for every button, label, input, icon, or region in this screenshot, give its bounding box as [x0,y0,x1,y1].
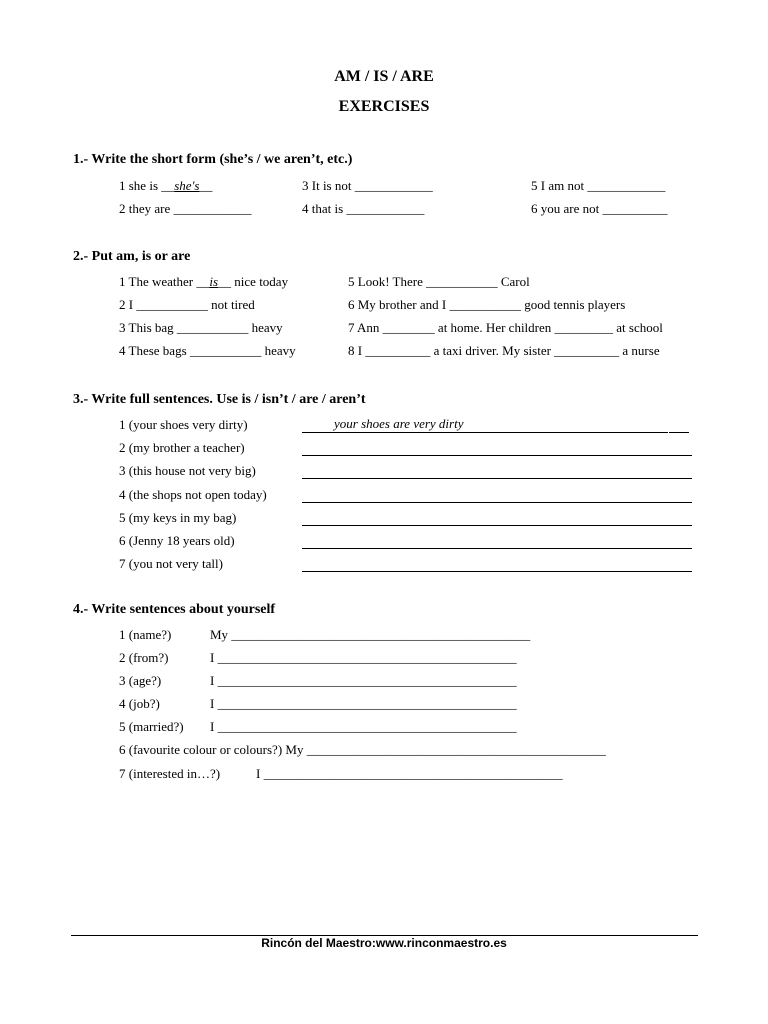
exercise-4-answer-5[interactable]: I ______________________________________________ [210,719,517,734]
exercise-4-prompt-4: 4 (job?) [119,696,160,711]
exercise-4-answer-3[interactable]: I ______________________________________________ [210,673,517,688]
answer-line-6[interactable] [302,533,692,549]
answer-line-5[interactable] [302,510,692,526]
answer-line-7[interactable] [302,556,692,572]
exercise-2-item-1 [119,274,288,290]
exercise-4-answer-7[interactable]: I ______________________________________________ [256,766,563,781]
worksheet-subtitle: EXERCISES [338,98,430,115]
exercise-4-answer-1[interactable]: My ______________________________________________ [210,627,531,642]
answer-line-1-tail [669,417,689,433]
item-pre: 1 The weather __ [119,274,210,289]
exercise-4-prompt-7: 7 (interested in…?) [119,766,221,781]
exercise-1-item-2: 2 they are ____________ [119,201,252,216]
exercise-3-prompt-5: 5 (my keys in my bag) [119,510,237,525]
exercise-3-prompt-1: 1 (your shoes very dirty) [119,417,248,432]
exercise-2-item-2: 2 I ___________ not tired [119,297,255,312]
exercise-4-item-6[interactable]: 6 (favourite colour or colours?) My ______________________________________________ [119,742,606,757]
exercise-1-item-5: 5 I am not ____________ [531,178,666,193]
footer-credit: Rincón del Maestro:www.rinconmaestro.es [261,936,507,950]
exercise-3-prompt-6: 6 (Jenny 18 years old) [119,533,235,548]
exercise-2-item-8: 8 I __________ a taxi driver. My sister __________ a nurse [348,343,660,358]
exercise-1-item-6: 6 you are not __________ [531,201,668,216]
exercise-1-item-4: 4 that is ____________ [302,201,425,216]
answer-line-4[interactable] [302,487,692,503]
answer-line-2[interactable] [302,440,692,456]
exercise-2-item-6: 6 My brother and I ___________ good tennis players [348,297,626,312]
exercise-3-prompt-3: 3 (this house not very big) [119,463,256,478]
section-3-heading: 3.- Write full sentences. Use is / isn’t / are / aren’t [73,392,366,407]
handwritten-answer: she's [174,178,200,193]
exercise-4-answer-2[interactable]: I ______________________________________________ [210,650,517,665]
exercise-2-item-3: 3 This bag ___________ heavy [119,320,283,335]
handwritten-answer: your shoes are very dirty [334,416,464,431]
exercise-4-prompt-5: 5 (married?) [119,719,184,734]
answer-line-3[interactable] [302,463,692,479]
exercise-2-item-5: 5 Look! There ___________ Carol [348,274,530,289]
section-4-heading: 4.- Write sentences about yourself [73,602,276,617]
exercise-2-item-7: 7 Ann ________ at home. Her children _________ at school [348,320,663,335]
worksheet-title: AM / IS / ARE [334,68,434,85]
item-tail: __ [199,178,213,193]
item-post: __ nice today [218,274,289,289]
section-1-heading: 1.- Write the short form (she’s / we aren’t, etc.) [73,152,353,167]
exercise-4-answer-4[interactable]: I ______________________________________________ [210,696,517,711]
exercise-1-item-1 [119,178,212,194]
section-2-heading: 2.- Put am, is or are [73,249,191,264]
handwritten-answer: is [209,274,219,289]
exercise-3-prompt-7: 7 (you not very tall) [119,556,223,571]
exercise-1-item-3: 3 It is not ____________ [302,178,433,193]
exercise-2-item-4: 4 These bags ___________ heavy [119,343,296,358]
exercise-4-prompt-3: 3 (age?) [119,673,162,688]
exercise-3-prompt-4: 4 (the shops not open today) [119,487,267,502]
exercise-3-prompt-2: 2 (my brother a teacher) [119,440,245,455]
exercise-4-prompt-1: 1 (name?) [119,627,172,642]
exercise-4-prompt-2: 2 (from?) [119,650,169,665]
item-text: 1 she is __ [119,178,175,193]
answer-line-1[interactable] [302,417,668,433]
